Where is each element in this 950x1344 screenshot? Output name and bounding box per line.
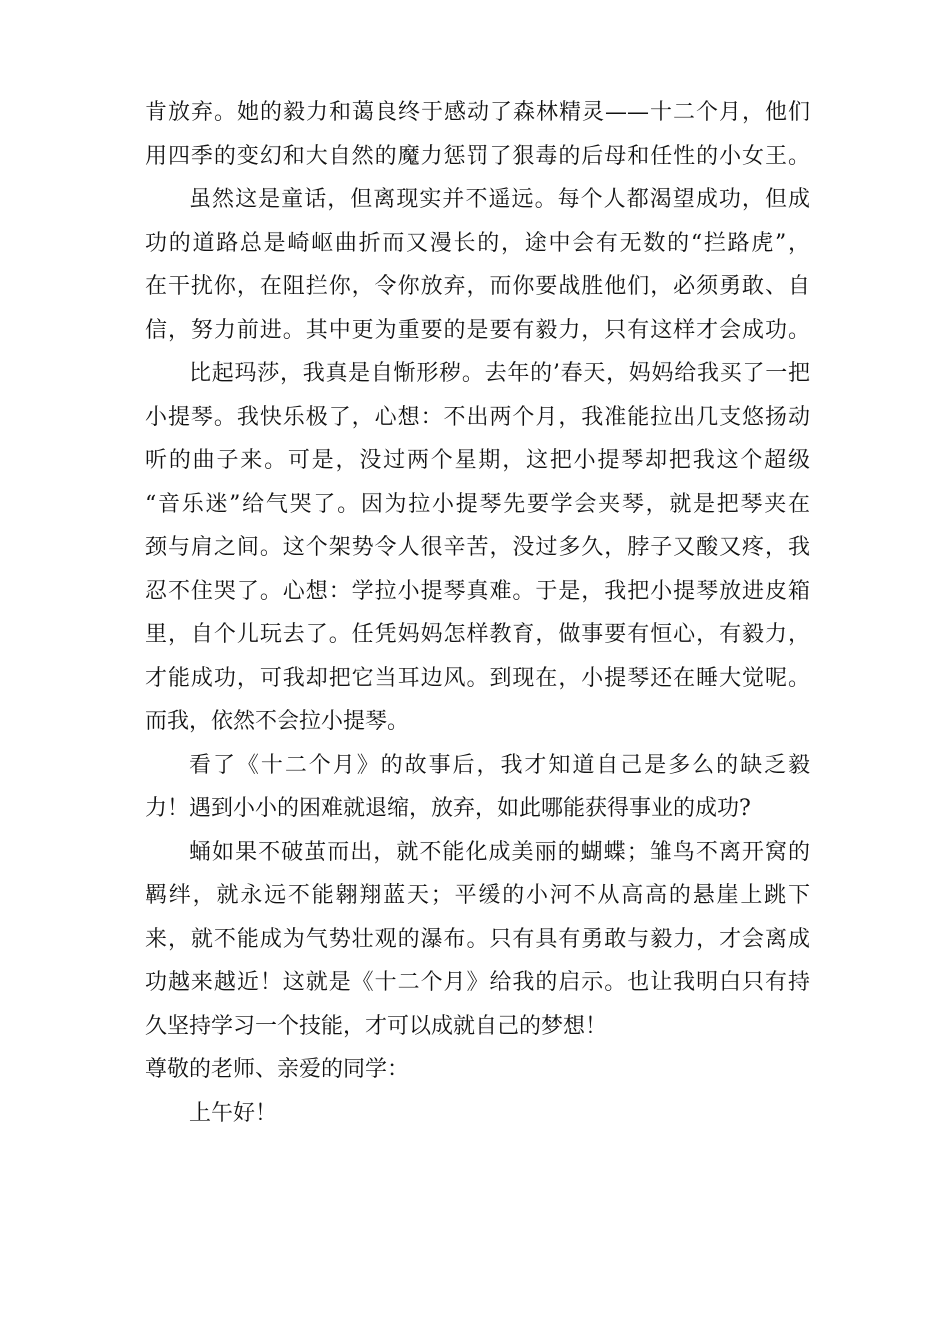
text-line: 才能成功，可我却把它当耳边风。到现在，小提琴还在睡大觉呢。 [145,665,810,691]
text-line: 虽然这是童话，但离现实并不遥远。每个人都渴望成功，但成 [189,187,810,212]
text-line: 小提琴。我快乐极了，心想：不出两个月，我准能拉出几支悠扬动 [145,404,810,430]
document-body [145,91,810,1135]
text-line: 功越来越近！这就是《十二个月》给我的启示。也让我明白只有持 [145,970,810,995]
text-line: 里，自个儿玩去了。任凭妈妈怎样教育，做事要有恒心，有毅力， [145,622,810,647]
text-line: 力！遇到小小的困难就退缩，放弃，如此哪能获得事业的成功? [145,796,751,821]
text-line: 而我，依然不会拉小提琴。 [145,709,410,734]
text-line: 信，努力前进。其中更为重要的是要有毅力，只有这样才会成功。 [145,317,810,343]
text-line: 蛹如果不破茧而出，就不能化成美丽的蝴蝶；雏鸟不离开窝的 [189,839,810,865]
salutation-line: 尊敬的老师、亲爱的同学： [145,1057,410,1082]
text-line: 来，就不能成为气势壮观的瀑布。只有具有勇敢与毅力，才会离成 [145,926,810,952]
text-line: 颈与肩之间。这个架势令人很辛苦，没过多久，脖子又酸又疼，我 [145,535,810,560]
text-line: 功的道路总是崎岖曲折而又漫长的，途中会有无数的“拦路虎”， [145,230,810,256]
greeting-line: 上午好！ [189,1100,278,1126]
text-line: 看了《十二个月》的故事后，我才知道自己是多么的缺乏毅 [189,752,810,778]
text-line: 忍不住哭了。心想：学拉小提琴真难。于是，我把小提琴放进皮箱 [145,578,810,604]
text-line: 久坚持学习一个技能，才可以成就自己的梦想！ [145,1013,608,1039]
text-line: “音乐迷”给气哭了。因为拉小提琴先要学会夹琴，就是把琴夹在 [145,491,810,517]
text-line: 羁绊，就永远不能翱翔蓝天；平缓的小河不从高高的悬崖上跳下 [145,883,810,908]
text-line: 听的曲子来。可是，没过两个星期，这把小提琴却把我这个超级 [145,448,810,473]
text-line: 肯放弃。她的毅力和蔼良终于感动了森林精灵——十二个月，他们 [145,100,810,125]
text-line: 用四季的变幻和大自然的魔力惩罚了狠毒的后母和任性的小女王。 [145,143,810,169]
text-line: 在干扰你，在阻拦你，令你放弃，而你要战胜他们，必须勇敢、自 [145,274,810,299]
text-line: 比起玛莎，我真是自惭形秽。去年的’春天，妈妈给我买了一把 [189,361,810,386]
